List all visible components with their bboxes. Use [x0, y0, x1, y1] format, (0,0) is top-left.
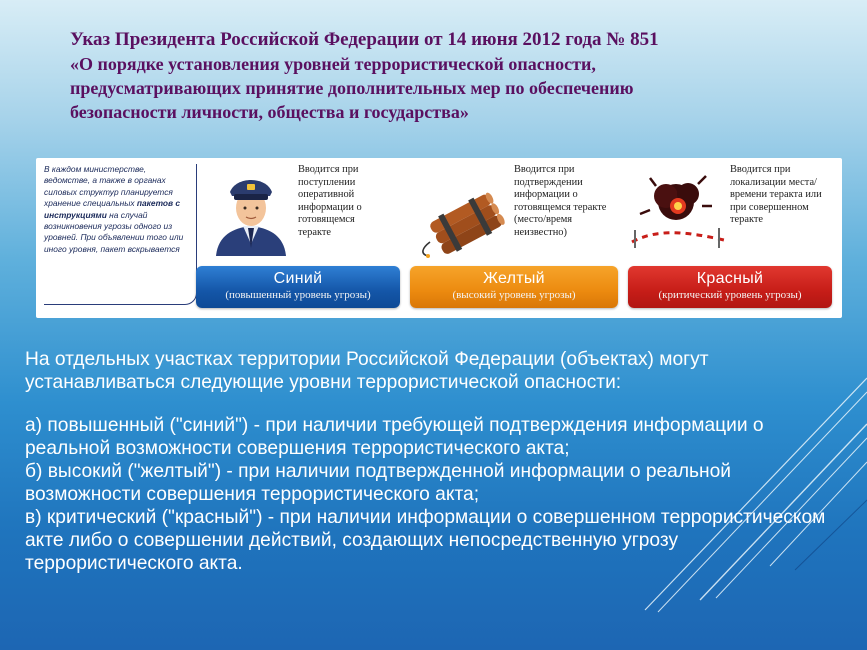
blue-level-name: Синий [273, 270, 323, 287]
yellow-level-description: Вводится при подтверждении информации о готовящемся теракте (место/время неизвестно) [514, 164, 607, 238]
red-level-description: Вводится при локализации места/времени теракта или при совершенном теракте [730, 164, 822, 226]
threat-levels-banner [36, 158, 842, 318]
threat-level-red [628, 158, 834, 318]
title-line-3: предусматривающих принятие дополнительных мер по обеспечению [70, 78, 634, 98]
red-level-subtitle: (критический уровень угрозы) [658, 289, 802, 301]
blue-level-description: Вводится при поступлении оперативной информации о готовящемся теракте [298, 164, 362, 238]
explosion-icon [628, 170, 728, 254]
threat-level-yellow [410, 158, 620, 318]
document-title [70, 28, 830, 124]
threat-level-blue [196, 158, 402, 318]
instruction-packets-note [44, 164, 197, 305]
level-c-item: в) критический ("красный") - при наличии информации о совершенном террористическом акте либо о совершении действий, создающих непосредственную угрозу террористического акта. [25, 507, 826, 574]
threat-levels-text [25, 348, 835, 575]
note-text-part-2: на случай возникновения угрозы одного из уровней. При объявлении того или иного уровня, пакет вскрывается [44, 209, 184, 254]
note-bold-text: пакетов с инструкциями [44, 198, 181, 220]
level-a-item: а) повышенный ("синий") - при наличии требующей подтверждения информации о реальной возможности совершения террористического акта; [25, 415, 764, 459]
intro-paragraph: На отдельных участках территории Российской Федерации (объектах) могут устанавливаться следующие уровни террористической опасности: [25, 349, 709, 393]
red-level-pill [628, 266, 832, 308]
title-line-4: безопасности личности, общества и государства» [70, 102, 469, 122]
police-officer-icon [210, 166, 292, 256]
yellow-level-pill [410, 266, 618, 308]
blue-level-subtitle: (повышенный уровень угрозы) [225, 289, 371, 301]
yellow-level-subtitle: (высокий уровень угрозы) [452, 289, 576, 301]
yellow-level-name: Желтый [483, 270, 545, 287]
title-line-1: Указ Президента Российской Федерации от 14 июня 2012 года № 851 [70, 29, 659, 50]
note-text-part-1: В каждом министерстве, ведомстве, а также в органах силовых структур планируется хранение специальных [44, 164, 173, 209]
level-b-item: б) высокий ("желтый") - при наличии подтвержденной информации о реальной возможности совершения террористического акта; [25, 461, 732, 505]
red-level-name: Красный [696, 270, 764, 287]
blue-level-pill [196, 266, 400, 308]
title-line-2: «О порядке установления уровней террористической опасности, [70, 54, 596, 74]
dynamite-icon [418, 178, 514, 258]
